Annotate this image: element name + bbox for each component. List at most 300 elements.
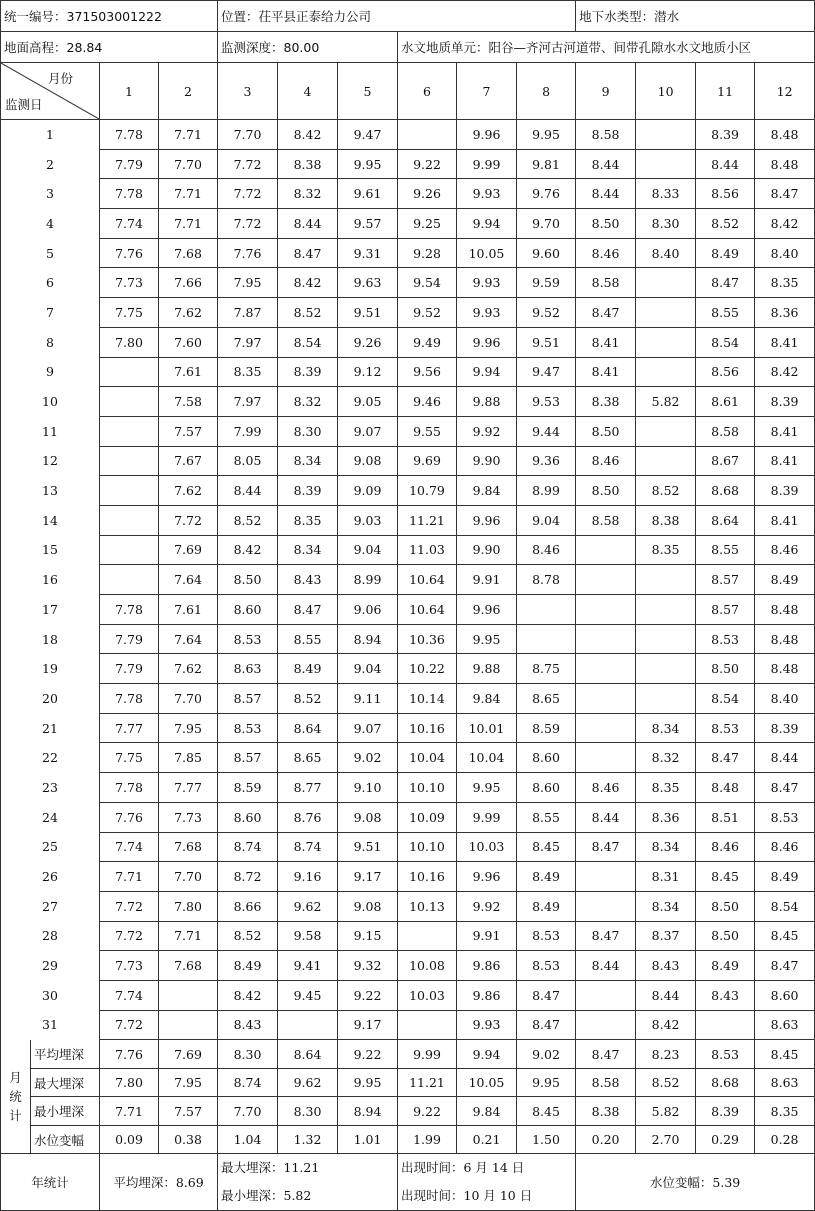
stat-value-cell: 8.45 <box>517 1097 576 1126</box>
depth-value-cell: 9.22 <box>398 149 457 179</box>
table-row <box>1 327 815 357</box>
depth-value-cell: 8.38 <box>576 387 636 417</box>
depth-value-cell: 8.48 <box>755 624 815 654</box>
depth-value-cell <box>636 120 696 150</box>
table-row <box>1 980 815 1010</box>
groundwater-type: 地下水类型：潜水 <box>576 1 815 32</box>
depth-value-cell <box>159 1010 218 1040</box>
day-cell: 29 <box>1 951 100 981</box>
depth-value-cell: 7.67 <box>159 446 218 476</box>
depth-value-cell: 10.16 <box>398 862 457 892</box>
yearly-max-depth: 最大埋深：11.21 <box>221 1160 320 1176</box>
depth-value-cell: 8.48 <box>755 120 815 150</box>
day-cell: 13 <box>1 476 100 506</box>
stat-label: 平均埋深 <box>31 1040 100 1069</box>
day-cell: 1 <box>1 120 100 150</box>
depth-value-cell: 10.22 <box>398 654 457 684</box>
depth-value-cell <box>576 535 636 565</box>
depth-value-cell: 8.59 <box>517 713 576 743</box>
depth-value-cell: 9.32 <box>338 951 398 981</box>
depth-value-cell: 8.38 <box>636 505 696 535</box>
depth-value-cell: 9.92 <box>457 416 517 446</box>
table-row <box>1 832 815 862</box>
depth-value-cell: 8.47 <box>278 238 338 268</box>
depth-value-cell: 8.30 <box>636 209 696 239</box>
stat-label: 最大埋深 <box>31 1068 100 1097</box>
depth-value-cell: 9.45 <box>278 980 338 1010</box>
depth-value-cell: 8.46 <box>576 773 636 803</box>
depth-value-cell: 7.76 <box>100 238 159 268</box>
depth-value-cell: 7.74 <box>100 209 159 239</box>
depth-value-cell: 8.55 <box>517 802 576 832</box>
depth-value-cell: 8.49 <box>755 565 815 595</box>
depth-value-cell <box>636 327 696 357</box>
depth-value-cell: 7.76 <box>100 802 159 832</box>
depth-value-cell: 7.70 <box>159 149 218 179</box>
depth-value-cell: 8.49 <box>278 654 338 684</box>
depth-value-cell: 8.60 <box>218 595 278 625</box>
stat-value-cell: 7.69 <box>159 1040 218 1069</box>
depth-value-cell: 8.51 <box>696 802 755 832</box>
month-header: 9 <box>576 63 636 120</box>
depth-value-cell: 7.78 <box>100 179 159 209</box>
depth-value-cell: 8.43 <box>636 951 696 981</box>
depth-value-cell: 10.04 <box>457 743 517 773</box>
depth-value-cell: 8.35 <box>278 505 338 535</box>
depth-value-cell: 7.58 <box>159 387 218 417</box>
table-row <box>1 921 815 951</box>
stat-value-cell: 8.53 <box>696 1040 755 1069</box>
day-cell: 17 <box>1 595 100 625</box>
depth-value-cell: 8.32 <box>278 387 338 417</box>
depth-value-cell: 8.77 <box>278 773 338 803</box>
depth-value-cell: 7.79 <box>100 654 159 684</box>
table-row <box>1 387 815 417</box>
depth-value-cell: 8.34 <box>636 832 696 862</box>
depth-value-cell: 8.42 <box>755 357 815 387</box>
depth-value-cell: 9.28 <box>398 238 457 268</box>
day-cell: 7 <box>1 298 100 328</box>
depth-value-cell: 9.25 <box>398 209 457 239</box>
stat-value-cell: 0.29 <box>696 1125 755 1154</box>
depth-value-cell: 8.49 <box>218 951 278 981</box>
monthly-stat-row <box>1 1097 815 1126</box>
depth-value-cell: 8.46 <box>576 446 636 476</box>
depth-value-cell: 9.56 <box>398 357 457 387</box>
day-cell: 24 <box>1 802 100 832</box>
depth-value-cell: 9.16 <box>278 862 338 892</box>
depth-value-cell: 8.40 <box>755 238 815 268</box>
depth-value-cell: 9.12 <box>338 357 398 387</box>
day-cell: 28 <box>1 921 100 951</box>
day-cell: 30 <box>1 980 100 1010</box>
depth-value-cell: 11.21 <box>398 505 457 535</box>
depth-value-cell: 8.53 <box>218 624 278 654</box>
depth-value-cell: 8.35 <box>218 357 278 387</box>
day-cell: 25 <box>1 832 100 862</box>
table-row <box>1 1010 815 1040</box>
depth-value-cell: 8.30 <box>278 416 338 446</box>
depth-value-cell <box>636 298 696 328</box>
station-id: 统一编号：371503001222 <box>1 1 218 32</box>
depth-value-cell: 8.53 <box>696 713 755 743</box>
depth-value-cell: 8.38 <box>278 149 338 179</box>
table-row <box>1 476 815 506</box>
depth-value-cell: 8.47 <box>755 773 815 803</box>
depth-value-cell: 8.48 <box>755 595 815 625</box>
stat-value-cell: 7.70 <box>218 1097 278 1126</box>
depth-value-cell: 9.57 <box>338 209 398 239</box>
depth-value-cell: 7.78 <box>100 773 159 803</box>
stat-value-cell: 9.62 <box>278 1068 338 1097</box>
min-occurrence-time: 出现时间：10 月 10 日 <box>401 1188 533 1204</box>
table-row <box>1 505 815 535</box>
depth-value-cell: 9.51 <box>517 327 576 357</box>
depth-value-cell: 9.95 <box>338 149 398 179</box>
depth-value-cell: 8.52 <box>218 505 278 535</box>
depth-value-cell: 8.35 <box>636 773 696 803</box>
depth-value-cell: 8.35 <box>755 268 815 298</box>
depth-value-cell: 7.71 <box>159 209 218 239</box>
depth-value-cell: 8.41 <box>576 327 636 357</box>
depth-value-cell: 7.77 <box>159 773 218 803</box>
depth-value-cell: 8.60 <box>755 980 815 1010</box>
depth-value-cell <box>576 743 636 773</box>
depth-value-cell: 9.11 <box>338 684 398 714</box>
depth-value-cell: 7.68 <box>159 951 218 981</box>
depth-value-cell: 9.62 <box>278 891 338 921</box>
stat-value-cell: 7.95 <box>159 1068 218 1097</box>
depth-value-cell: 9.10 <box>338 773 398 803</box>
depth-value-cell: 7.72 <box>100 1010 159 1040</box>
depth-value-cell: 7.62 <box>159 654 218 684</box>
depth-value-cell <box>636 357 696 387</box>
depth-value-cell: 9.99 <box>457 802 517 832</box>
depth-value-cell: 8.39 <box>755 387 815 417</box>
monthly-stat-row <box>1 1125 815 1154</box>
depth-value-cell: 8.46 <box>755 832 815 862</box>
depth-value-cell: 10.01 <box>457 713 517 743</box>
depth-value-cell: 8.55 <box>696 298 755 328</box>
depth-value-cell: 9.81 <box>517 149 576 179</box>
day-cell: 2 <box>1 149 100 179</box>
depth-value-cell: 9.84 <box>457 684 517 714</box>
table-row <box>1 149 815 179</box>
stat-value-cell: 11.21 <box>398 1068 457 1097</box>
depth-value-cell: 8.47 <box>517 1010 576 1040</box>
month-header: 1 <box>100 63 159 120</box>
month-header: 8 <box>517 63 576 120</box>
depth-value-cell: 7.68 <box>159 832 218 862</box>
stat-value-cell: 9.22 <box>338 1040 398 1069</box>
depth-value-cell: 8.59 <box>218 773 278 803</box>
depth-value-cell: 9.86 <box>457 980 517 1010</box>
stat-value-cell: 0.38 <box>159 1125 218 1154</box>
depth-value-cell: 7.71 <box>100 862 159 892</box>
depth-value-cell: 7.80 <box>159 891 218 921</box>
depth-value-cell: 9.36 <box>517 446 576 476</box>
stat-value-cell: 8.23 <box>636 1040 696 1069</box>
depth-value-cell: 8.57 <box>218 743 278 773</box>
depth-value-cell: 8.61 <box>696 387 755 417</box>
depth-value-cell: 8.32 <box>636 743 696 773</box>
depth-value-cell: 9.05 <box>338 387 398 417</box>
depth-value-cell: 9.96 <box>457 862 517 892</box>
depth-value-cell: 8.65 <box>517 684 576 714</box>
month-header: 2 <box>159 63 218 120</box>
depth-value-cell: 7.70 <box>159 862 218 892</box>
depth-value-cell: 8.39 <box>278 476 338 506</box>
stat-value-cell: 1.01 <box>338 1125 398 1154</box>
stat-value-cell: 8.47 <box>576 1040 636 1069</box>
depth-value-cell: 7.80 <box>100 327 159 357</box>
depth-value-cell: 9.04 <box>517 505 576 535</box>
depth-value-cell: 8.50 <box>696 891 755 921</box>
month-header: 7 <box>457 63 517 120</box>
depth-value-cell: 9.41 <box>278 951 338 981</box>
yearly-occurrence-times <box>398 1154 576 1211</box>
depth-value-cell: 8.41 <box>576 357 636 387</box>
yearly-avg-depth: 平均埋深：8.69 <box>100 1154 218 1211</box>
day-cell: 31 <box>1 1010 100 1040</box>
depth-value-cell: 7.62 <box>159 476 218 506</box>
depth-value-cell: 8.56 <box>696 179 755 209</box>
depth-value-cell: 7.60 <box>159 327 218 357</box>
yearly-range: 水位变幅：5.39 <box>576 1154 815 1211</box>
depth-value-cell: 9.96 <box>457 505 517 535</box>
depth-value-cell: 7.71 <box>159 921 218 951</box>
depth-value-cell: 8.39 <box>755 476 815 506</box>
monthly-stat-row <box>1 1068 815 1097</box>
day-cell: 23 <box>1 773 100 803</box>
depth-value-cell: 9.88 <box>457 387 517 417</box>
table-row <box>1 416 815 446</box>
depth-value-cell <box>100 357 159 387</box>
depth-value-cell: 8.52 <box>696 209 755 239</box>
table-row <box>1 120 815 150</box>
stat-value-cell: 8.39 <box>696 1097 755 1126</box>
table-row <box>1 595 815 625</box>
depth-value-cell: 9.61 <box>338 179 398 209</box>
depth-value-cell: 8.41 <box>755 327 815 357</box>
depth-value-cell: 7.97 <box>218 387 278 417</box>
depth-value-cell <box>636 624 696 654</box>
table-row <box>1 357 815 387</box>
depth-value-cell: 8.68 <box>696 476 755 506</box>
depth-value-cell: 9.95 <box>457 624 517 654</box>
depth-value-cell: 8.49 <box>696 238 755 268</box>
depth-value-cell: 8.49 <box>517 862 576 892</box>
stat-value-cell: 0.20 <box>576 1125 636 1154</box>
ground-elevation: 地面高程：28.84 <box>1 32 218 63</box>
depth-value-cell: 7.72 <box>100 921 159 951</box>
day-cell: 18 <box>1 624 100 654</box>
depth-value-cell: 10.64 <box>398 595 457 625</box>
depth-value-cell: 7.74 <box>100 980 159 1010</box>
stat-value-cell: 1.04 <box>218 1125 278 1154</box>
month-header: 11 <box>696 63 755 120</box>
depth-value-cell: 9.47 <box>338 120 398 150</box>
day-cell: 26 <box>1 862 100 892</box>
depth-value-cell <box>100 535 159 565</box>
depth-value-cell <box>576 595 636 625</box>
depth-value-cell: 8.37 <box>636 921 696 951</box>
depth-value-cell: 9.76 <box>517 179 576 209</box>
depth-value-cell: 7.61 <box>159 595 218 625</box>
stat-label: 水位变幅 <box>31 1125 100 1154</box>
depth-value-cell: 8.66 <box>218 891 278 921</box>
depth-value-cell: 7.95 <box>218 268 278 298</box>
depth-value-cell: 8.35 <box>636 535 696 565</box>
depth-value-cell <box>576 654 636 684</box>
depth-value-cell: 7.99 <box>218 416 278 446</box>
table-row <box>1 684 815 714</box>
monthly-stat-row <box>1 1040 815 1069</box>
depth-value-cell: 8.63 <box>755 1010 815 1040</box>
depth-value-cell: 9.94 <box>457 357 517 387</box>
depth-value-cell: 8.60 <box>517 773 576 803</box>
depth-value-cell: 10.03 <box>457 832 517 862</box>
depth-value-cell: 8.52 <box>218 921 278 951</box>
month-header: 5 <box>338 63 398 120</box>
hydrogeologic-unit: 水文地质单元：阳谷—齐河古河道带、间带孔隙水水文地质小区 <box>398 32 815 63</box>
depth-value-cell: 8.42 <box>218 980 278 1010</box>
depth-value-cell: 8.52 <box>278 684 338 714</box>
month-axis-label: 月份 <box>47 71 73 86</box>
month-header: 12 <box>755 63 815 120</box>
depth-value-cell <box>100 387 159 417</box>
month-header: 4 <box>278 63 338 120</box>
depth-value-cell: 7.70 <box>159 684 218 714</box>
depth-value-cell: 10.05 <box>457 238 517 268</box>
depth-value-cell: 9.08 <box>338 891 398 921</box>
depth-value-cell: 8.34 <box>278 446 338 476</box>
depth-value-cell: 9.31 <box>338 238 398 268</box>
depth-value-cell: 7.61 <box>159 357 218 387</box>
depth-value-cell: 8.44 <box>576 179 636 209</box>
depth-value-cell <box>636 446 696 476</box>
day-cell: 8 <box>1 327 100 357</box>
monthly-stats-char: 计 <box>9 1108 22 1124</box>
day-axis-label: 监测日 <box>5 97 43 112</box>
stat-value-cell: 8.68 <box>696 1068 755 1097</box>
max-occurrence-time: 出现时间：6 月 14 日 <box>401 1160 525 1176</box>
depth-value-cell: 9.26 <box>398 179 457 209</box>
depth-value-cell: 8.42 <box>218 535 278 565</box>
day-cell: 9 <box>1 357 100 387</box>
depth-value-cell: 7.75 <box>100 743 159 773</box>
depth-value-cell: 8.47 <box>576 832 636 862</box>
depth-value-cell <box>696 1010 755 1040</box>
depth-value-cell: 10.13 <box>398 891 457 921</box>
stat-value-cell: 9.95 <box>517 1068 576 1097</box>
table-row <box>1 743 815 773</box>
depth-value-cell: 7.68 <box>159 238 218 268</box>
day-cell: 10 <box>1 387 100 417</box>
depth-value-cell: 9.04 <box>338 654 398 684</box>
table-row <box>1 713 815 743</box>
depth-value-cell: 8.39 <box>278 357 338 387</box>
depth-value-cell: 9.59 <box>517 268 576 298</box>
depth-value-cell: 10.03 <box>398 980 457 1010</box>
depth-value-cell: 8.47 <box>517 980 576 1010</box>
depth-value-cell <box>278 1010 338 1040</box>
day-cell: 15 <box>1 535 100 565</box>
depth-value-cell: 9.88 <box>457 654 517 684</box>
depth-value-cell: 9.58 <box>278 921 338 951</box>
stat-value-cell: 0.28 <box>755 1125 815 1154</box>
depth-value-cell: 9.08 <box>338 446 398 476</box>
depth-value-cell: 11.03 <box>398 535 457 565</box>
table-row <box>1 862 815 892</box>
depth-value-cell: 9.95 <box>517 120 576 150</box>
depth-value-cell: 8.45 <box>696 862 755 892</box>
stat-value-cell: 0.21 <box>457 1125 517 1154</box>
depth-value-cell <box>398 1010 457 1040</box>
depth-value-cell: 8.44 <box>755 743 815 773</box>
depth-value-cell <box>100 446 159 476</box>
depth-value-cell: 9.93 <box>457 1010 517 1040</box>
depth-value-cell: 8.58 <box>576 268 636 298</box>
depth-value-cell <box>576 891 636 921</box>
depth-value-cell: 7.73 <box>159 802 218 832</box>
depth-value-cell: 8.57 <box>218 684 278 714</box>
depth-value-cell: 8.46 <box>755 535 815 565</box>
depth-value-cell <box>398 921 457 951</box>
stat-value-cell: 8.94 <box>338 1097 398 1126</box>
table-row <box>1 773 815 803</box>
depth-value-cell: 9.08 <box>338 802 398 832</box>
depth-value-cell: 8.42 <box>755 209 815 239</box>
depth-value-cell: 9.99 <box>457 149 517 179</box>
depth-value-cell: 8.54 <box>755 891 815 921</box>
depth-value-cell: 7.72 <box>218 209 278 239</box>
depth-value-cell: 8.42 <box>636 1010 696 1040</box>
depth-value-cell: 9.91 <box>457 565 517 595</box>
depth-value-cell <box>636 416 696 446</box>
depth-value-cell: 8.47 <box>755 179 815 209</box>
day-cell: 20 <box>1 684 100 714</box>
depth-value-cell <box>517 595 576 625</box>
depth-value-cell: 9.03 <box>338 505 398 535</box>
depth-value-cell: 5.82 <box>636 387 696 417</box>
depth-value-cell <box>576 624 636 654</box>
depth-value-cell: 9.90 <box>457 446 517 476</box>
depth-value-cell: 7.71 <box>159 120 218 150</box>
stat-value-cell: 0.09 <box>100 1125 159 1154</box>
depth-value-cell <box>636 149 696 179</box>
depth-value-cell: 9.70 <box>517 209 576 239</box>
depth-value-cell: 8.53 <box>218 713 278 743</box>
depth-value-cell: 9.96 <box>457 327 517 357</box>
depth-value-cell: 7.78 <box>100 595 159 625</box>
depth-value-cell: 8.50 <box>576 209 636 239</box>
depth-value-cell: 8.50 <box>576 416 636 446</box>
depth-value-cell: 7.78 <box>100 120 159 150</box>
stat-value-cell: 8.52 <box>636 1068 696 1097</box>
table-row <box>1 446 815 476</box>
depth-value-cell: 8.50 <box>696 654 755 684</box>
depth-value-cell: 9.07 <box>338 713 398 743</box>
depth-value-cell: 7.70 <box>218 120 278 150</box>
depth-value-cell: 8.52 <box>636 476 696 506</box>
depth-value-cell: 9.52 <box>517 298 576 328</box>
depth-value-cell: 8.54 <box>278 327 338 357</box>
depth-value-cell: 8.44 <box>218 476 278 506</box>
depth-value-cell <box>576 565 636 595</box>
depth-value-cell: 10.16 <box>398 713 457 743</box>
depth-value-cell <box>576 1010 636 1040</box>
